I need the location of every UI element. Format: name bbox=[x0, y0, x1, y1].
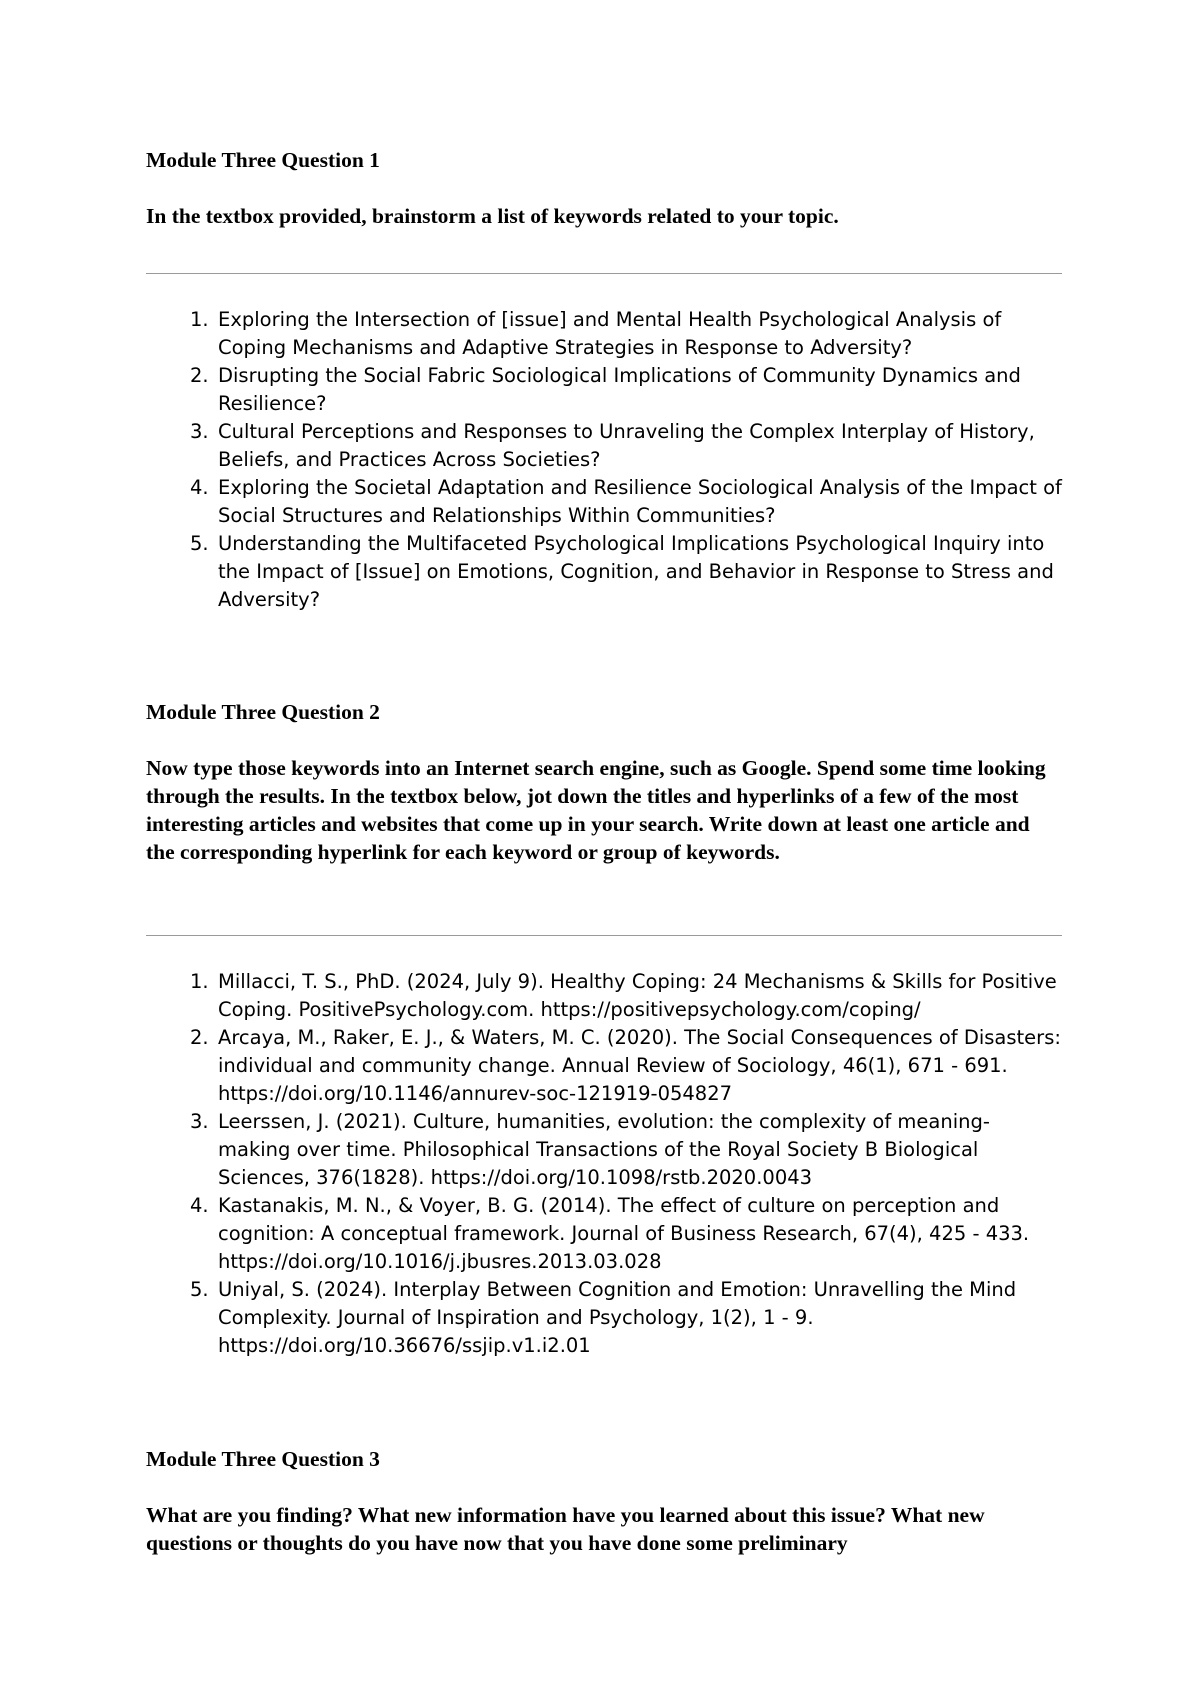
textbox-top-border bbox=[146, 273, 1062, 274]
list-number: 5. bbox=[190, 532, 209, 555]
list-item-text: Uniyal, S. (2024). Interplay Between Cognition and Emotion: Unravelling the Mind Complexity. Journal of Inspiration and Psychology, 1(2), 1 - 9. https://doi.org/10.36676/ssjip.v1.i2.01 bbox=[218, 1278, 1017, 1357]
textbox-top-border bbox=[146, 935, 1062, 936]
list-item-text: Exploring the Societal Adaptation and Resilience Sociological Analysis of the Impact of Social Structures and Relationships Within Communities? bbox=[218, 476, 1062, 527]
question-1-section bbox=[146, 146, 1062, 230]
question-1-prompt: In the textbox provided, brainstorm a list of keywords related to your topic. bbox=[146, 204, 839, 228]
list-item-text: Kastanakis, M. N., & Voyer, B. G. (2014). The effect of culture on perception and cognition: A conceptual framework. Journal of Business Research, 67(4), 425 - 433. https://doi.org/10.1016/j.jbusres.2013.03.028 bbox=[218, 1194, 1030, 1273]
list-item bbox=[190, 1276, 1062, 1360]
list-item bbox=[190, 968, 1062, 1024]
question-3-prompt: What are you finding? What new information have you learned about this issue? What new questions or thoughts do you have now that you have done some preliminary bbox=[146, 1503, 985, 1555]
list-item bbox=[190, 1192, 1062, 1276]
list-item-text: Disrupting the Social Fabric Sociological Implications of Community Dynamics and Resilience? bbox=[218, 364, 1021, 415]
question-1-heading: Module Three Question 1 bbox=[146, 148, 380, 172]
list-item-text: Understanding the Multifaceted Psychological Implications Psychological Inquiry into the Impact of [Issue] on Emotions, Cognition, and Behavior in Response to Stress and Adversity? bbox=[218, 532, 1054, 611]
reference-list bbox=[146, 968, 1062, 1360]
list-item-text: Arcaya, M., Raker, E. J., & Waters, M. C. (2020). The Social Consequences of Disasters: individual and community change. Annual Review of Sociology, 46(1), 671 - 691. https://doi.org/10.1146/annurev-soc-121919-054827 bbox=[218, 1026, 1061, 1105]
list-number: 3. bbox=[190, 420, 209, 443]
list-item-text: Cultural Perceptions and Responses to Unraveling the Complex Interplay of History, Beliefs, and Practices Across Societies? bbox=[218, 420, 1035, 471]
list-number: 4. bbox=[190, 1194, 209, 1217]
list-item bbox=[190, 474, 1062, 530]
question-2-heading: Module Three Question 2 bbox=[146, 700, 380, 724]
answer-box-1[interactable] bbox=[146, 273, 1062, 614]
question-2-section bbox=[146, 698, 1062, 866]
list-number: 2. bbox=[190, 1026, 209, 1049]
list-item bbox=[190, 418, 1062, 474]
list-item-text: Leerssen, J. (2021). Culture, humanities, evolution: the complexity of meaning-making over time. Philosophical Transactions of the Royal Society B Biological Sciences, 376(1828). https://doi.org/10.1098/rstb.2020.0043 bbox=[218, 1110, 990, 1189]
keyword-list bbox=[146, 306, 1062, 614]
list-number: 2. bbox=[190, 364, 209, 387]
list-number: 5. bbox=[190, 1278, 209, 1301]
answer-box-2[interactable] bbox=[146, 935, 1062, 1360]
list-number: 3. bbox=[190, 1110, 209, 1133]
question-3-section bbox=[146, 1445, 1062, 1557]
list-item bbox=[190, 530, 1062, 614]
list-item bbox=[190, 1108, 1062, 1192]
list-item bbox=[190, 1024, 1062, 1108]
list-number: 1. bbox=[190, 970, 209, 993]
question-3-heading: Module Three Question 3 bbox=[146, 1447, 380, 1471]
list-item bbox=[190, 306, 1062, 362]
list-number: 4. bbox=[190, 476, 209, 499]
list-item-text: Millacci, T. S., PhD. (2024, July 9). Healthy Coping: 24 Mechanisms & Skills for Positive Coping. PositivePsychology.com. https://positivepsychology.com/coping/ bbox=[218, 970, 1057, 1021]
list-number: 1. bbox=[190, 308, 209, 331]
question-2-prompt: Now type those keywords into an Internet search engine, such as Google. Spend some time looking through the results. In the textbox below, jot down the titles and hyperlinks of a few of the most interesting articles and websites that come up in your search. Write down at least one article and the corresponding hyperlink for each keyword or group of keywords. bbox=[146, 756, 1046, 864]
list-item-text: Exploring the Intersection of [issue] and Mental Health Psychological Analysis of Coping Mechanisms and Adaptive Strategies in Response to Adversity? bbox=[218, 308, 1002, 359]
list-item bbox=[190, 362, 1062, 418]
